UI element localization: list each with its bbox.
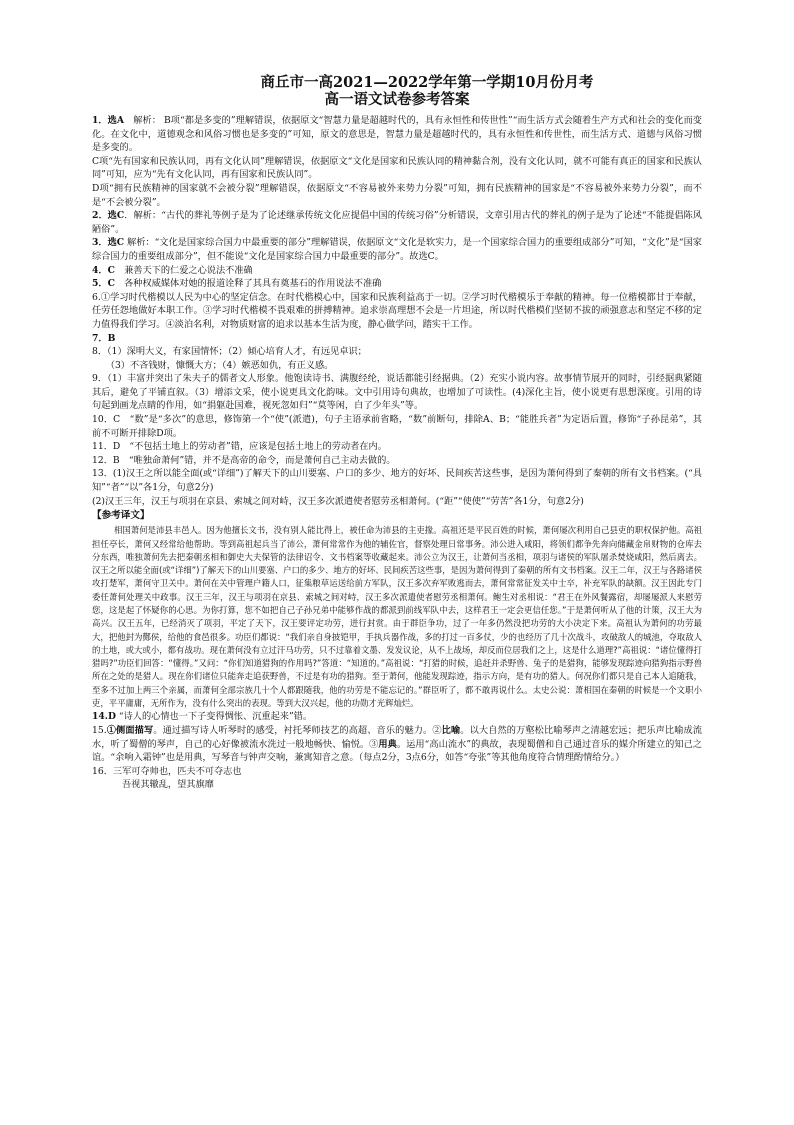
answer-item — [92, 291, 702, 332]
answer-item — [92, 277, 702, 291]
answer-item — [92, 209, 702, 236]
answer-text: 10．C “数”是“多次”的意思，修饰第一个“使”(派遣)，句子主语承前省略，“数”前断句，排除A、B；“能胜兵者”为定语后置，修饰“子孙昆弟”，其前不可断开排除D项。 — [92, 414, 702, 439]
answer-number: 3．选C — [92, 237, 125, 249]
answer-item — [92, 114, 702, 155]
answer-15-num: 15. — [92, 724, 107, 736]
answer-text: D项“拥有民族精神的国家就不会被分裂”理解错误，依据原文“不容易被外来势力分裂”可知，拥有民族精神的国家是“不容易被外来势力分裂”，而不是“不会被分裂”。 — [92, 182, 702, 208]
answer-text: C项“先有国家和民族认同，再有文化认同”理解错误，依据原文“文化是国家和民族认同的精神黏合剂，没有文化认同，就不可能有真正的国家和民族认同”可知，应为“先有文化认同，再有国家和民族认同”。 — [92, 155, 702, 181]
answer-item — [92, 359, 702, 373]
answer-item — [92, 372, 702, 413]
answer-item — [92, 413, 702, 440]
answer-text: 兼善天下的仁爱之心说法不准确 — [114, 264, 253, 276]
answer-item — [92, 332, 702, 346]
answer-16-poem: 吾视其辙乱，望其旗靡 — [122, 779, 214, 791]
answer-item — [92, 467, 702, 494]
answer-15-term-2: 比喻 — [441, 724, 461, 736]
answer-14-num: 14.D — [92, 711, 116, 723]
answer-text: 13．(1)汉王之所以能全面(或“详细”)了解天下的山川要塞、户口的多少、地方的好坏、民间疾苦这些事，是因为萧何得到了秦朝的所有文书档案。(“具知”“者”“以”各1分，句意2分) — [92, 468, 702, 494]
answer-item — [92, 495, 702, 509]
answer-15-term-3: 用典 — [378, 738, 397, 750]
answer-item — [92, 345, 702, 359]
answer-text: 8．（1）深明大义，有家国情怀；（2）倾心培育人才，有远见卓识； — [92, 346, 367, 358]
answer-item — [92, 264, 702, 278]
answer-number: 7．B — [92, 332, 116, 344]
answer-16: 16．三军可夺帅也，匹夫不可夺志也 — [92, 765, 242, 777]
answer-sheet — [92, 74, 702, 792]
answer-list — [92, 114, 702, 508]
answer-text: 12．B “唯独命萧何”错，并不是高帝的命令，而是萧何自己主动去做的。 — [92, 454, 396, 466]
answer-text: 11．D “不包括土地上的劳动者”错，应该是包括土地上的劳动者在内。 — [92, 441, 387, 453]
answer-number: 5．C — [92, 278, 115, 290]
answer-15-term-1: ①侧面描写 — [106, 724, 154, 736]
answer-text: （3）不吝钱财，慷慨大方；（4）嫉恶如仇，有正义感。 — [92, 359, 334, 371]
answer-15-text-2: 。以大自然的万壑松比喻琴声之清越宏远；把乐声比喻成流水，听了蜀僧的琴声，自己的心好像被流水洗过一般地畅快、愉悦。③ — [92, 724, 703, 750]
answer-15-text-1: 。通过描写诗人听琴时的感受，衬托琴师技艺的高超、音乐的魅力。② — [153, 724, 442, 736]
answer-text: 6.①学习时代楷模以人民为中心的坚定信念。在时代楷模心中，国家和民族利益高于一切。②学习时代楷模乐于奉献的精神。每一位楷模都甘于奉献，任劳任怨地做好本职工作。③学习时代楷模不畏艰难的拼搏精神。追求崇高理想不会是一片坦途，所以时代楷模们坚韧不拔的顽强意志和坚定不移的定力值得我们学习。④淡泊名利，对物质财富的追求以基本生活为度，静心做学问，踏实干工作。 — [92, 291, 702, 330]
answer-item — [92, 182, 702, 209]
answer-15 — [92, 724, 702, 765]
answer-item — [92, 236, 702, 263]
answer-text: 解析：“文化是国家综合国力中最重要的部分”理解错误，依据原文“文化是软实力，是一个国家综合国力的重要组成部分”可知，“文化”是“国家综合国力的重要组成部分”，但不能说“文化是国家综合国力中最重要的部分”。故选C。 — [92, 237, 702, 262]
answer-number: 4．C — [92, 264, 115, 276]
answer-item — [92, 155, 702, 182]
translation-heading: 【参考译文】 — [92, 510, 150, 522]
answer-number: 1．选A — [92, 115, 125, 126]
answer-text: ．解析：“古代的葬礼等例子是为了论述继承传统文化应提倡中国的传统习俗”分析错误，文章引用古代的葬礼的例子是为了论述“不能提倡陈风陋俗”。 — [92, 210, 702, 235]
answer-14 — [92, 710, 702, 724]
answer-text: (2)汉王三年，汉王与项羽在京县、索城之间对峙，汉王多次派遣使者慰劳丞相萧何。(“距”“使使”“劳苦”各1分，句意2分) — [92, 495, 584, 507]
answer-text: 9．（1）丰富并突出了朱夫子的儒者文人形象。他饱读诗书、满腹经纶，说话都能引经据典。（2）充实小说内容。故事情节展开的同时，引经据典紧随其后，避免了平铺直叙。（3）增添文采，使小说更具文化韵味。文中引用诗句典故，也增加了可读性。(4)深化主旨，使小说更有思想深度。引用的诗句起到画龙点睛的作用，如“捐躯赴国难，视死忽如归”“莫等闲，白了少年头”等。 — [92, 373, 702, 412]
answer-item — [92, 454, 702, 468]
page-subtitle: 高一语文试卷参考答案 — [324, 91, 470, 108]
answer-item — [92, 440, 702, 454]
answer-14-text: “诗人的心情也一下子变得惆怅、沉重起来”错。 — [118, 711, 313, 723]
translation-paragraph: 相国萧何是沛县丰邑人。因为他擅长文书，没有别人能比得上，被任命为沛县的主吏掾。高祖还是平民百姓的时候，萧何屡次利用自己县吏的职权保护他。高祖担任亭长，萧何又经常给他帮助。等到高祖起兵当了沛公，萧何常常作为他的辅佐官，督察处理日常事务。沛公进入咸阳，将领们都争先奔向储藏金帛财物的仓库去分东西，唯独萧何先去把秦朝丞相和御史大夫保管的法律诏令、文书档案等收藏起来。沛公立为汉王，让萧何当丞相，项羽与诸侯的军队屠杀焚烧咸阳，然后离去。汉王之所以能全面(或“详细”)了解天下的山川要塞、户口的多少、地方的好坏、民间疾苦这些事，是因为萧何得到了秦朝的所有文书档案。汉王二年，汉王与各路诸侯攻打楚军，萧何守卫关中。萧何在关中管理户籍人口，征集粮草运送给前方军队，汉王多次弃军败逃而去，萧何常常征发关中士卒，补充军队的缺额。汉王因此专门委任萧何处理关中政事。汉王三年，汉王与项羽在京县、索城之间对峙，汉王多次派遣使者慰劳丞相萧何。鲍生对丞相说：“君王在外风餐露宿，却屡屡派人来慰劳您，这是起了怀疑你的心思。为你打算，您不如把自己子孙兄弟中能够作战的都派到前线军队中去，这样君王一定会更信任您。”于是萧何听从了他的计策，汉王大为高兴。汉王五年，已经消灭了项羽，平定了天下，汉王要评定功劳，进行封赏。由于群臣争功，过了一年多仍然没把功劳的大小决定下来。高祖认为萧何的功劳最大，把他封为酂侯，给他的食邑很多。功臣们都说：“我们亲自身披铠甲，手执兵器作战，多的打过一百多仗，少的也经历了几十次战斗，攻破敌人的城池，夺取敌人的土地，或大或小，都有战功。现在萧何没有立过汗马功劳，只不过靠着文墨、发发议论，从不上战场，却反而位居我们之上，这是什么道理?”高祖说：“诸位懂得打猎吗?”功臣们回答：“懂得。”又问：“你们知道猎狗的作用吗?”答道：“知道的。”高祖说：“打猎的时候，追赶并杀野兽、兔子的是猎狗，能够发现踪迹向猎狗指示野兽所在之处的是猎人。现在你们诸位只能奔走追获野兽，不过是有功的猎狗。至于萧何，他能发现踪迹，指示方向，是有功的猎人。何况你们都只是自己本人追随我，至多不过加上两三个亲属，而萧何全部宗族几十个人都跟随我，他的功劳是不能忘记的。”群臣听了，都不敢再说什么。太史公说：萧相国在秦朝的时候是一个文职小吏，平平庸庸，无所作为，没有什么突出的表现。等到大汉兴起，他的功勋才光辉灿烂。 — [92, 525, 702, 709]
answer-text: 解析： B项“都是多变的”理解错误，依据原文“智慧力量是超越时代的，具有永恒性和传世性”“而生活方式会随着生产方式和社会的变化而变化。在文化中，道德观念和风俗习惯也是多变的”可知，原文的意思是，智慧力量是超越时代的，具有永恒性和传世性，而生活方式、道德与风俗习惯是多变的。 — [92, 115, 702, 154]
answer-number: 2．选C — [92, 210, 125, 222]
answer-text: 各种权威媒体对她的报道诠释了其具有奠基石的作用说法不准确 — [114, 278, 382, 290]
answer-15-text-3: 。运用“高山流水”的典故，表现蜀僧和自己通过音乐的媒介所建立的知己之谊。“余响入霜钟”也是用典，写琴音与钟声交响，兼寓知音之意。（每点2分，3点6分，如答“夸张”等其他角度符合情理酌情给分。） — [92, 738, 703, 764]
page-title: 商丘市一高2021—2022学年第一学期10月份月考 — [260, 74, 594, 91]
